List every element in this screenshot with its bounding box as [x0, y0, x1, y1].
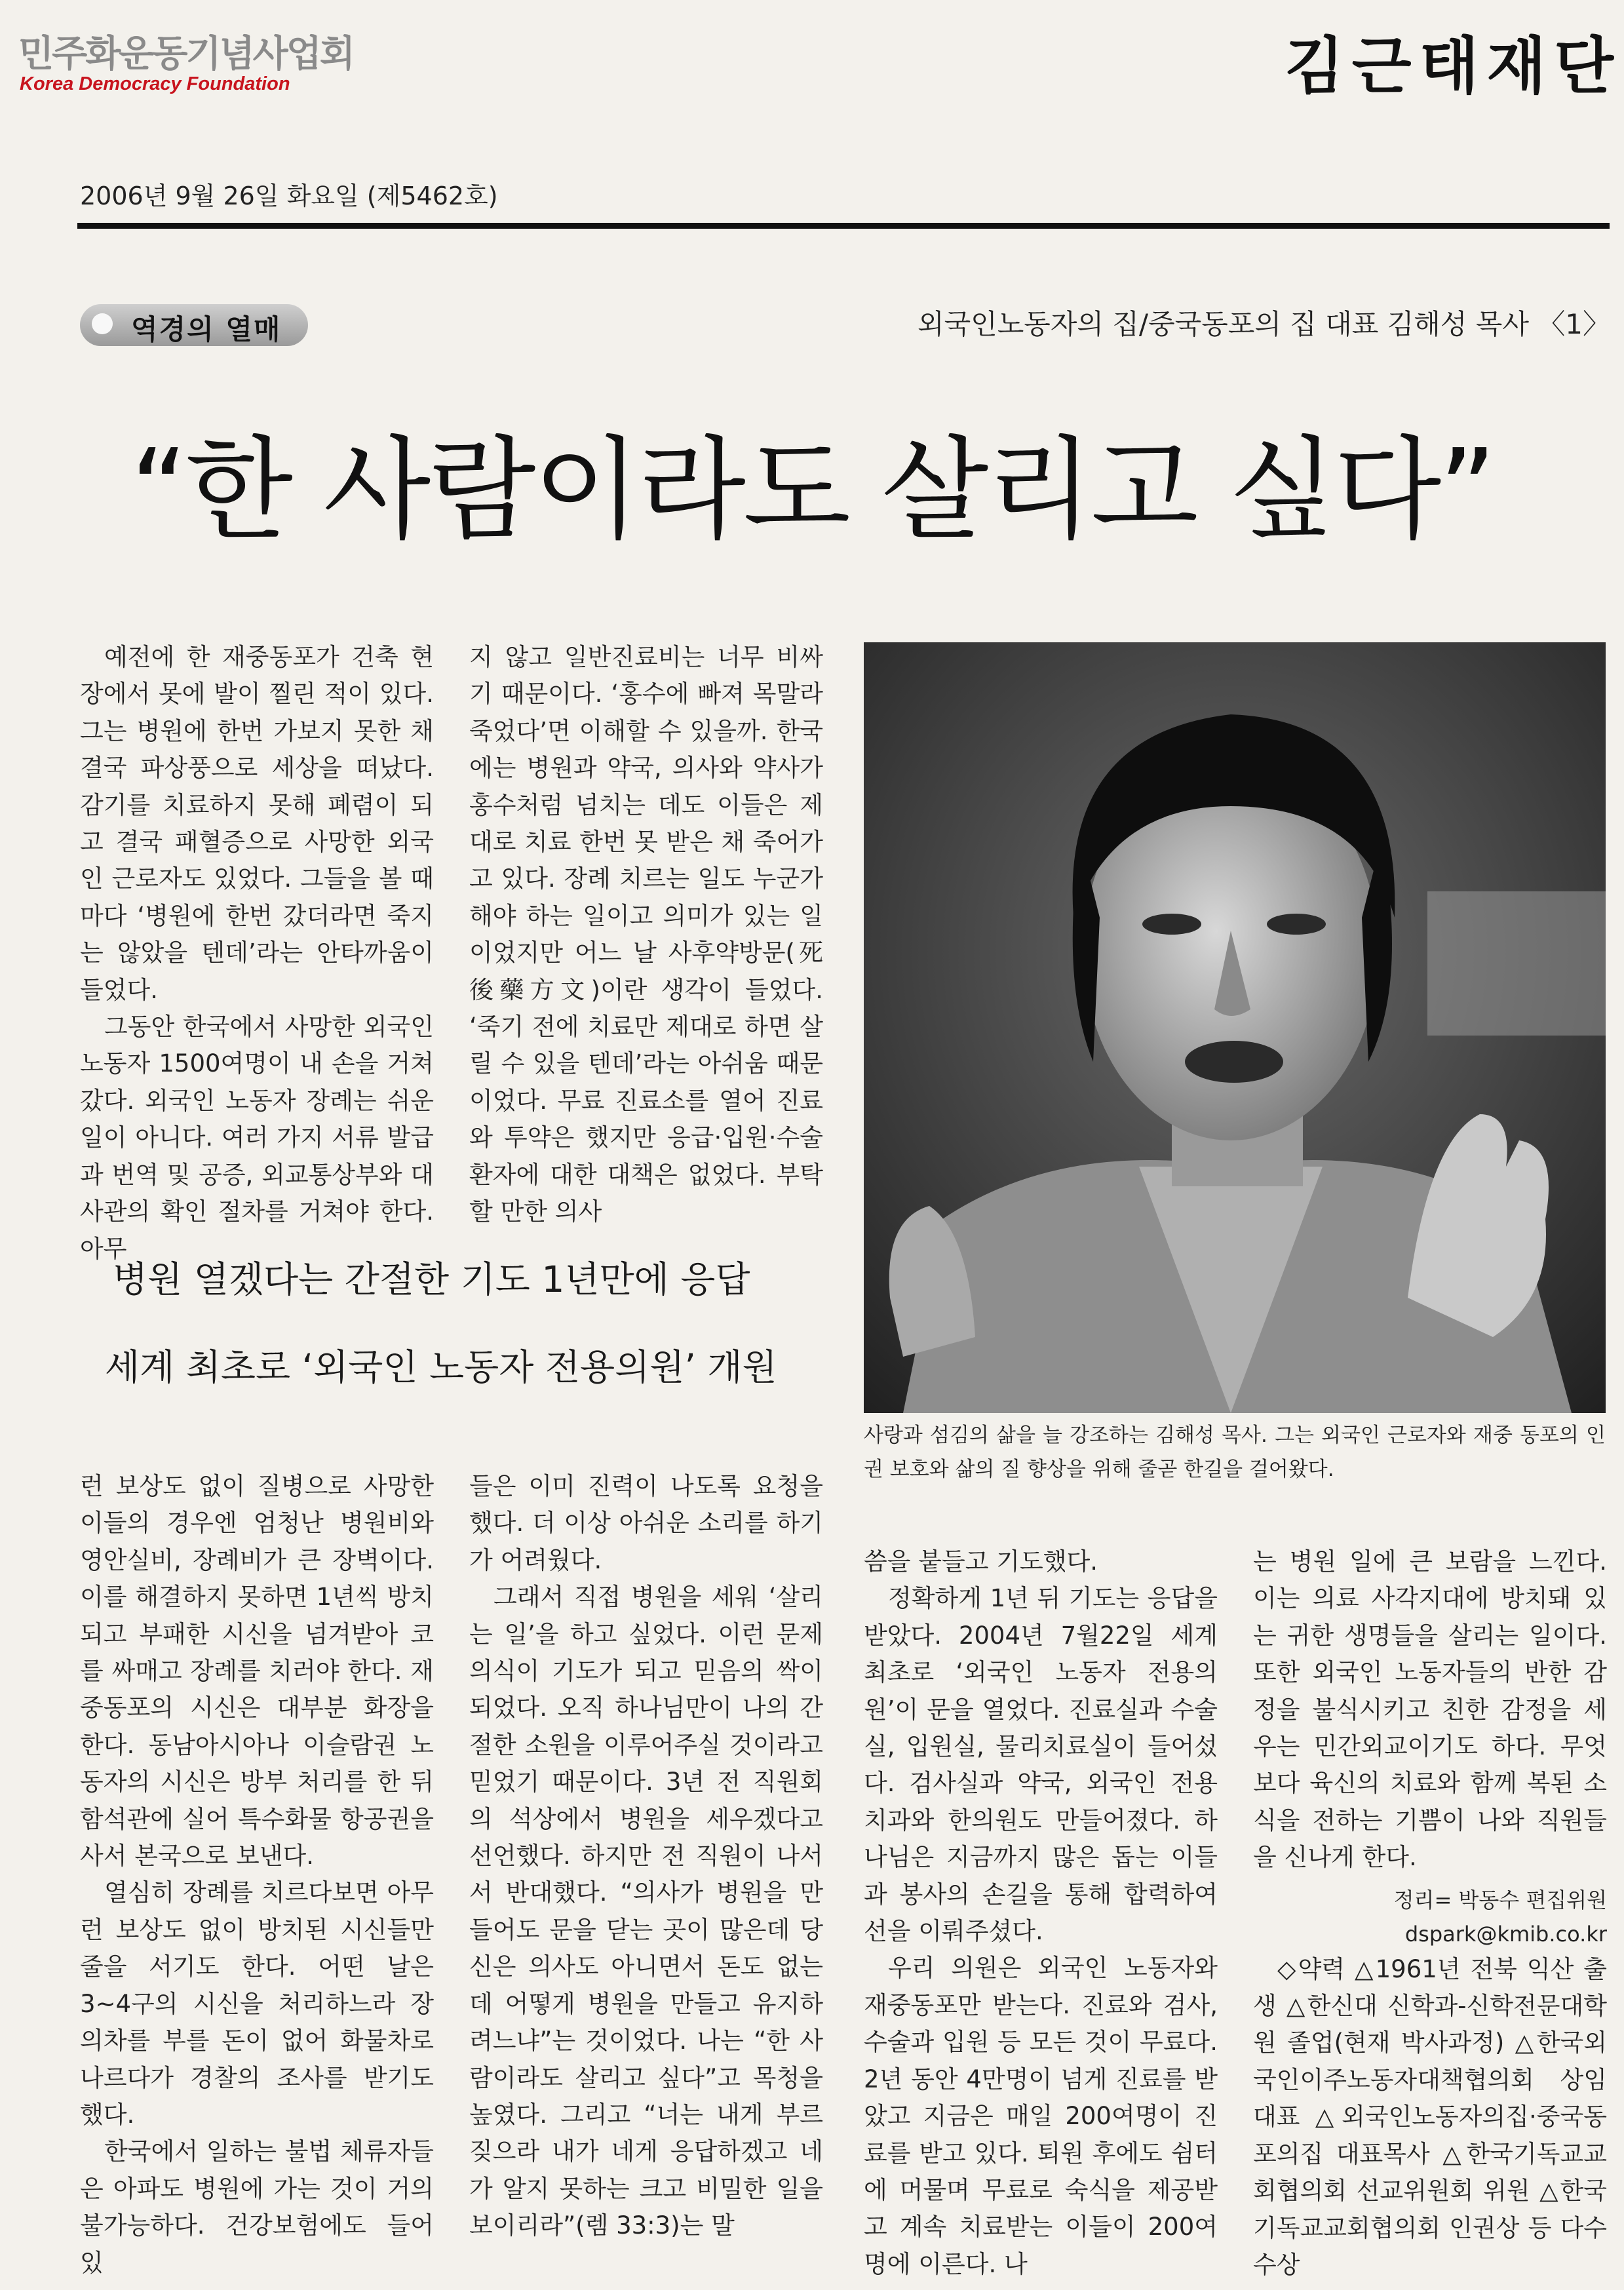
byline	[1253, 1883, 1607, 1951]
paragraph: 한국에서 일하는 불법 체류자들은 아파도 병원에 가는 것이 거의 불가능하다. 건강보험에도 들어 있	[80, 2137, 434, 2277]
biography: ◇약력 △1961년 전북 익산 출생 △한신대 신학과-신학전문대학원 졸업(현재 박사과정) △한국외국인이주노동자대책협의회 상임대표 △외국인노동자의집·중국동포의집 대표목사 △한국기독교교회협의회 선교위원회 위원 △한국기독교교회협의회 인권상 등 다수 수상	[1253, 1954, 1607, 2279]
column-bottom-1	[80, 1468, 434, 2281]
section-label: 역경의 열매	[131, 313, 282, 345]
series-title: 외국인노동자의 집/중국동포의 집 대표 김해성 목사 〈1〉	[918, 308, 1610, 340]
paragraph: 그래서 직접 병원을 세워 ‘살리는 일’을 하고 싶었다. 이런 문제의식이 기도가 되고 믿음의 싹이 되었다. 오직 하나님만이 나의 간절한 소원을 이루어주실 것이라고 믿었기 때문이다. 3년 전 직원회의 석상에서 병원을 세우겠다고 선언했다. 하지만 전 직원이 나서서 반대했다. “의사가 병원을 만들어도 문을 닫는 곳이 많은데 당신은 의사도 아니면서 돈도 없는데 어떻게 병원을 만들고 유지하려느냐”는 것이었다. 나는 “한 사람이라도 살리고 싶다”고 목청을 높였다. 그리고 “너는 내게 부르짖으라 내가 네게 응답하겠고 네가 알지 못하는 크고 비밀한 일을 보이리라”(렘 33:3)는 말	[469, 1583, 823, 2240]
paragraph: 열심히 장례를 치르다보면 아무런 보상도 없이 방치된 시신들만 줄을 서기도 한다. 어떤 날은 3~4구의 시신을 처리하느라 장의차를 부를 돈이 없어 화물차로 나르다가 경찰의 조사를 받기도 했다.	[80, 1878, 434, 2129]
paragraph: 그동안 한국에서 사망한 외국인 노동자 1500여명이 내 손을 거쳐 갔다. 외국인 노동자 장례는 쉬운 일이 아니다. 여러 가지 서류 발급과 번역 및 공증, 외교통상부와 대사관의 확인 절차를 거쳐야 한다. 아무	[80, 1013, 434, 1263]
header-rule	[77, 223, 1610, 229]
bullet-icon	[92, 313, 113, 334]
byline-editor: 정리= 박동수 편집위원	[1393, 1887, 1607, 1912]
paragraph: 정확하게 1년 뒤 기도는 응답을 받았다. 2004년 7월22일 세계 최초로 ‘외국인 노동자 전용의원’이 문을 열었다. 진료실과 수술실, 입원실, 물리치료실이 들어섰다. 검사실과 약국, 외국인 전용 치과와 한의원도 만들어졌다. 하나님은 지금까지 많은 돕는 이들과 봉사의 손길을 통해 합력하여 선을 이뤄주셨다.	[864, 1584, 1218, 1946]
column-bottom-2	[469, 1468, 823, 2245]
column-top-left	[80, 639, 434, 1268]
column-top-middle	[469, 639, 823, 1231]
paragraph: 우리 의원은 외국인 노동자와 재중동포만 받는다. 진료와 검사, 수술과 입원 등 모든 것이 무료다. 2년 동안 4만명이 넘게 진료를 받았고 지금은 매일 200여명이 진료를 받고 있다. 퇴원 후에도 쉼터에 머물며 무료로 숙식을 제공받고 계속 치료받는 이들이 200여명에 이른다. 나	[864, 1954, 1218, 2278]
paragraph: 는 병원 일에 큰 보람을 느낀다. 이는 의료 사각지대에 방치돼 있는 귀한 생명들을 살리는 일이다. 또한 외국인 노동자들의 반한 감정을 불식시키고 친한 감정을 세우는 민간외교이기도 하다. 무엇보다 육신의 치료와 함께 복된 소식을 전하는 기쁨이 나와 직원들을 신나게 한다.	[1253, 1547, 1607, 1872]
paragraph: 런 보상도 없이 질병으로 사망한 이들의 경우엔 엄청난 병원비와 영안실비, 장례비가 큰 장벽이다. 이를 해결하지 못하면 1년씩 방치되고 부패한 시신을 넘겨받아 코를 싸매고 장례를 치러야 한다. 재중동포의 시신은 대부분 화장을 한다. 동남아시아나 이슬람권 노동자의 시신은 방부 처리를 한 뒤 함석관에 실어 특수화물 항공권을 사서 본국으로 보낸다.	[80, 1472, 434, 1871]
foundation-name-english: Korea Democracy Foundation	[20, 73, 290, 94]
subhead-2: 세계 최초로 ‘외국인 노동자 전용의원’ 개원	[105, 1346, 777, 1388]
paragraph: 씀을 붙들고 기도했다.	[864, 1547, 1098, 1576]
dateline: 2006년 9월 26일 화요일 (제5462호)	[80, 182, 498, 210]
paragraph: 들은 이미 진력이 나도록 요청을 했다. 더 이상 아쉬운 소리를 하기가 어려웠다.	[469, 1472, 823, 1574]
foundation-seal: 김근태재단	[1285, 30, 1622, 102]
photo-caption: 사랑과 섬김의 삶을 늘 강조하는 김해성 목사. 그는 외국인 근로자와 재중 동포의 인권 보호와 삶의 질 향상을 위해 줄곧 한길을 걸어왔다.	[864, 1424, 1606, 1481]
portrait-illustration	[864, 642, 1606, 1413]
paragraph: 지 않고 일반진료비는 너무 비싸기 때문이다. ‘홍수에 빠져 목말라 죽었다’면 이해할 수 있을까. 한국에는 병원과 약국, 의사와 약사가 홍수처럼 넘치는 데도 이들은 제대로 치료 한번 못 받은 채 죽어가고 있다. 장례 치르는 일도 누군가 해야 하는 일이고 의미가 있는 일이었지만 어느 날 사후약방문(死後藥方文)이란 생각이 들었다. ‘죽기 전에 치료만 제대로 하면 살릴 수 있을 텐데’라는 아쉬움 때문이었다. 무료 진료소를 열어 진료와 투약은 했지만 응급·입원·수술환자에 대한 대책은 없었다. 부탁할 만한 의사	[469, 643, 823, 1226]
column-bottom-4	[1253, 1543, 1607, 2283]
paragraph: 예전에 한 재중동포가 건축 현장에서 못에 발이 찔린 적이 있다. 그는 병원에 한번 가보지 못한 채 결국 파상풍으로 세상을 떠났다. 감기를 치료하지 못해 폐렴이 되고 결국 패혈증으로 사망한 외국인 근로자도 있었다. 그들을 볼 때마다 ‘병원에 한번 갔더라면 죽지는 않았을 텐데’라는 안타까움이 들었다.	[80, 643, 434, 1004]
subhead-1: 병원 열겠다는 간절한 기도 1년만에 응답	[113, 1258, 750, 1300]
column-bottom-3	[864, 1543, 1218, 2283]
byline-email: dspark@kmib.co.kr	[1404, 1921, 1607, 1947]
foundation-name-korean: 민주화운동기념사업회	[18, 33, 353, 75]
portrait-photo	[864, 642, 1606, 1413]
headline: “한 사람이라도 살리고 싶다”	[130, 425, 1494, 555]
